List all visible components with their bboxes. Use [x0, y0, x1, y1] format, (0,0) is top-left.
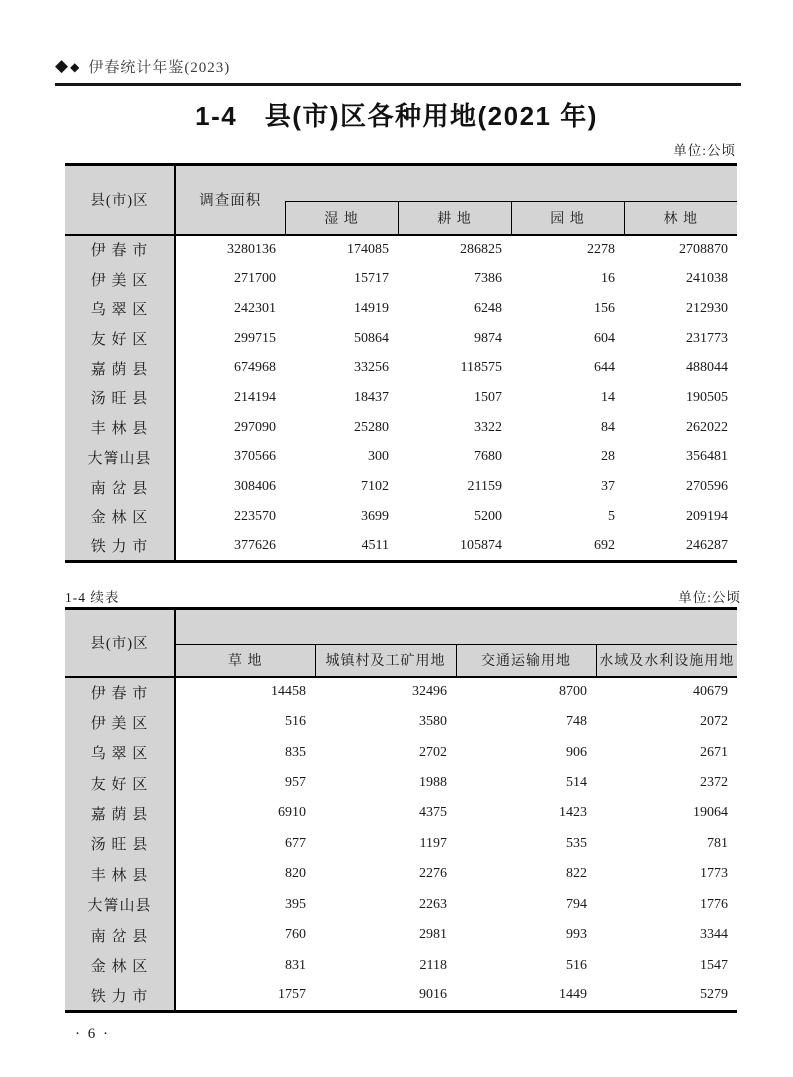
- value-cell: 4511: [285, 532, 398, 562]
- region-name: 伊 春 市: [65, 677, 175, 707]
- value-cell: 692: [511, 532, 624, 562]
- value-cell: 2278: [511, 235, 624, 265]
- region-name: 乌 翠 区: [65, 294, 175, 324]
- column-header-grassland: 草 地: [175, 645, 315, 677]
- value-cell: 356481: [624, 443, 737, 473]
- value-cell: 3699: [285, 502, 398, 532]
- value-cell: 212930: [624, 294, 737, 324]
- table-row: [65, 950, 737, 980]
- value-cell: 246287: [624, 532, 737, 562]
- value-cell: 3580: [315, 707, 456, 737]
- column-header-forest: 林 地: [624, 202, 737, 235]
- column-header-urban-industrial: 城镇村及工矿用地: [315, 645, 456, 677]
- value-cell: 395: [175, 890, 315, 920]
- column-header-cropland: 耕 地: [398, 202, 511, 235]
- table-row: [65, 353, 737, 383]
- value-cell: 2671: [596, 737, 737, 767]
- region-name: 铁 力 市: [65, 532, 175, 562]
- table-row: [65, 798, 737, 828]
- table-row: [65, 264, 737, 294]
- value-cell: 105874: [398, 532, 511, 562]
- column-header-wetland: 湿 地: [285, 202, 398, 235]
- value-cell: 16: [511, 264, 624, 294]
- continued-table-caption: [65, 586, 741, 606]
- column-header-water-facilities: 水域及水利设施用地: [596, 645, 737, 677]
- value-cell: 488044: [624, 353, 737, 383]
- value-cell: 2372: [596, 768, 737, 798]
- value-cell: 2708870: [624, 235, 737, 265]
- value-cell: 231773: [624, 324, 737, 354]
- value-cell: 1449: [456, 981, 596, 1011]
- value-cell: 223570: [175, 502, 285, 532]
- value-cell: 214194: [175, 383, 285, 413]
- value-cell: 2263: [315, 890, 456, 920]
- region-name: 大箐山县: [65, 890, 175, 920]
- value-cell: 3344: [596, 920, 737, 950]
- page-header: [55, 56, 741, 86]
- value-cell: 242301: [175, 294, 285, 324]
- table-row: [65, 502, 737, 532]
- value-cell: 50864: [285, 324, 398, 354]
- value-cell: 308406: [175, 472, 285, 502]
- value-cell: 28: [511, 443, 624, 473]
- region-name: 汤 旺 县: [65, 829, 175, 859]
- value-cell: 2702: [315, 737, 456, 767]
- value-cell: 1197: [315, 829, 456, 859]
- table-row: [65, 920, 737, 950]
- value-cell: 1423: [456, 798, 596, 828]
- value-cell: 297090: [175, 413, 285, 443]
- region-name: 金 林 区: [65, 950, 175, 980]
- unit-label: 单位:公顷: [673, 143, 736, 158]
- diamond-icon: ◆: [55, 56, 70, 76]
- value-cell: 84: [511, 413, 624, 443]
- region-name: 南 岔 县: [65, 472, 175, 502]
- value-cell: 300: [285, 443, 398, 473]
- table-row: [65, 294, 737, 324]
- value-cell: 118575: [398, 353, 511, 383]
- value-cell: 7680: [398, 443, 511, 473]
- region-name: 伊 美 区: [65, 707, 175, 737]
- table-body: [65, 677, 737, 1012]
- table-row: [65, 981, 737, 1011]
- value-cell: 37: [511, 472, 624, 502]
- page-number: · 6 ·: [75, 1026, 110, 1042]
- value-cell: 1547: [596, 950, 737, 980]
- table-row: [65, 472, 737, 502]
- region-name: 友 好 区: [65, 324, 175, 354]
- value-cell: 3322: [398, 413, 511, 443]
- value-cell: 516: [456, 950, 596, 980]
- table-row: [65, 235, 737, 265]
- value-cell: 760: [175, 920, 315, 950]
- value-cell: 7386: [398, 264, 511, 294]
- value-cell: 19064: [596, 798, 737, 828]
- value-cell: 18437: [285, 383, 398, 413]
- value-cell: 516: [175, 707, 315, 737]
- value-cell: 674968: [175, 353, 285, 383]
- land-use-table-main: [65, 163, 737, 563]
- value-cell: 677: [175, 829, 315, 859]
- value-cell: 822: [456, 859, 596, 889]
- table-header: [65, 165, 737, 235]
- region-name: 南 岔 县: [65, 920, 175, 950]
- value-cell: 25280: [285, 413, 398, 443]
- region-name: 伊 春 市: [65, 235, 175, 265]
- value-cell: 5279: [596, 981, 737, 1011]
- value-cell: 33256: [285, 353, 398, 383]
- value-cell: 748: [456, 707, 596, 737]
- table-header: [65, 609, 737, 677]
- table-row: [65, 443, 737, 473]
- unit-label: 单位:公顷: [678, 590, 741, 605]
- value-cell: 514: [456, 768, 596, 798]
- region-name: 汤 旺 县: [65, 383, 175, 413]
- value-cell: 820: [175, 859, 315, 889]
- value-cell: 299715: [175, 324, 285, 354]
- table-row: [65, 413, 737, 443]
- table-row: [65, 677, 737, 707]
- value-cell: 241038: [624, 264, 737, 294]
- region-name: 丰 林 县: [65, 859, 175, 889]
- value-cell: 2072: [596, 707, 737, 737]
- value-cell: 1776: [596, 890, 737, 920]
- value-cell: 15717: [285, 264, 398, 294]
- header-spacer: [175, 609, 737, 645]
- table-row: [65, 829, 737, 859]
- continued-label: 1-4 续表: [65, 590, 120, 605]
- region-name: 友 好 区: [65, 768, 175, 798]
- region-name: 金 林 区: [65, 502, 175, 532]
- value-cell: 5200: [398, 502, 511, 532]
- table-row: [65, 532, 737, 562]
- value-cell: 262022: [624, 413, 737, 443]
- table-row: [65, 383, 737, 413]
- value-cell: 2118: [315, 950, 456, 980]
- table-row: [65, 890, 737, 920]
- value-cell: 644: [511, 353, 624, 383]
- value-cell: 794: [456, 890, 596, 920]
- value-cell: 190505: [624, 383, 737, 413]
- land-use-table-continued: [65, 607, 737, 1013]
- table-row: [65, 859, 737, 889]
- value-cell: 535: [456, 829, 596, 859]
- column-header-transport: 交通运输用地: [456, 645, 596, 677]
- value-cell: 8700: [456, 677, 596, 707]
- value-cell: 370566: [175, 443, 285, 473]
- table-row: [65, 737, 737, 767]
- value-cell: 156: [511, 294, 624, 324]
- value-cell: 40679: [596, 677, 737, 707]
- table-body: [65, 235, 737, 562]
- value-cell: 957: [175, 768, 315, 798]
- value-cell: 604: [511, 324, 624, 354]
- table-row: [65, 768, 737, 798]
- diamond-icon: ◆: [70, 59, 81, 74]
- region-name: 嘉 荫 县: [65, 353, 175, 383]
- region-name: 嘉 荫 县: [65, 798, 175, 828]
- value-cell: 286825: [398, 235, 511, 265]
- header-spacer: [285, 165, 737, 202]
- value-cell: 21159: [398, 472, 511, 502]
- value-cell: 9874: [398, 324, 511, 354]
- column-header-survey-area: 调查面积: [175, 165, 285, 235]
- value-cell: 831: [175, 950, 315, 980]
- region-name: 乌 翠 区: [65, 737, 175, 767]
- value-cell: 270596: [624, 472, 737, 502]
- value-cell: 2981: [315, 920, 456, 950]
- table-row: [65, 324, 737, 354]
- value-cell: 14: [511, 383, 624, 413]
- value-cell: 1757: [175, 981, 315, 1011]
- value-cell: 7102: [285, 472, 398, 502]
- value-cell: 174085: [285, 235, 398, 265]
- value-cell: 1773: [596, 859, 737, 889]
- value-cell: 6910: [175, 798, 315, 828]
- value-cell: 993: [456, 920, 596, 950]
- region-name: 伊 美 区: [65, 264, 175, 294]
- value-cell: 2276: [315, 859, 456, 889]
- column-header-region: 县(市)区: [65, 609, 175, 677]
- value-cell: 14458: [175, 677, 315, 707]
- value-cell: 209194: [624, 502, 737, 532]
- value-cell: 3280136: [175, 235, 285, 265]
- region-name: 大箐山县: [65, 443, 175, 473]
- value-cell: 4375: [315, 798, 456, 828]
- value-cell: 906: [456, 737, 596, 767]
- region-name: 丰 林 县: [65, 413, 175, 443]
- column-header-garden: 园 地: [511, 202, 624, 235]
- value-cell: 5: [511, 502, 624, 532]
- column-header-region: 县(市)区: [65, 165, 175, 235]
- yearbook-brand: 伊春统计年鉴(2023): [88, 60, 231, 76]
- value-cell: 1507: [398, 383, 511, 413]
- value-cell: 32496: [315, 677, 456, 707]
- value-cell: 377626: [175, 532, 285, 562]
- value-cell: 835: [175, 737, 315, 767]
- value-cell: 9016: [315, 981, 456, 1011]
- value-cell: 14919: [285, 294, 398, 324]
- value-cell: 271700: [175, 264, 285, 294]
- value-cell: 6248: [398, 294, 511, 324]
- value-cell: 781: [596, 829, 737, 859]
- value-cell: 1988: [315, 768, 456, 798]
- table-row: [65, 707, 737, 737]
- page-title: 1-4 县(市)区各种用地(2021 年): [195, 101, 598, 131]
- region-name: 铁 力 市: [65, 981, 175, 1011]
